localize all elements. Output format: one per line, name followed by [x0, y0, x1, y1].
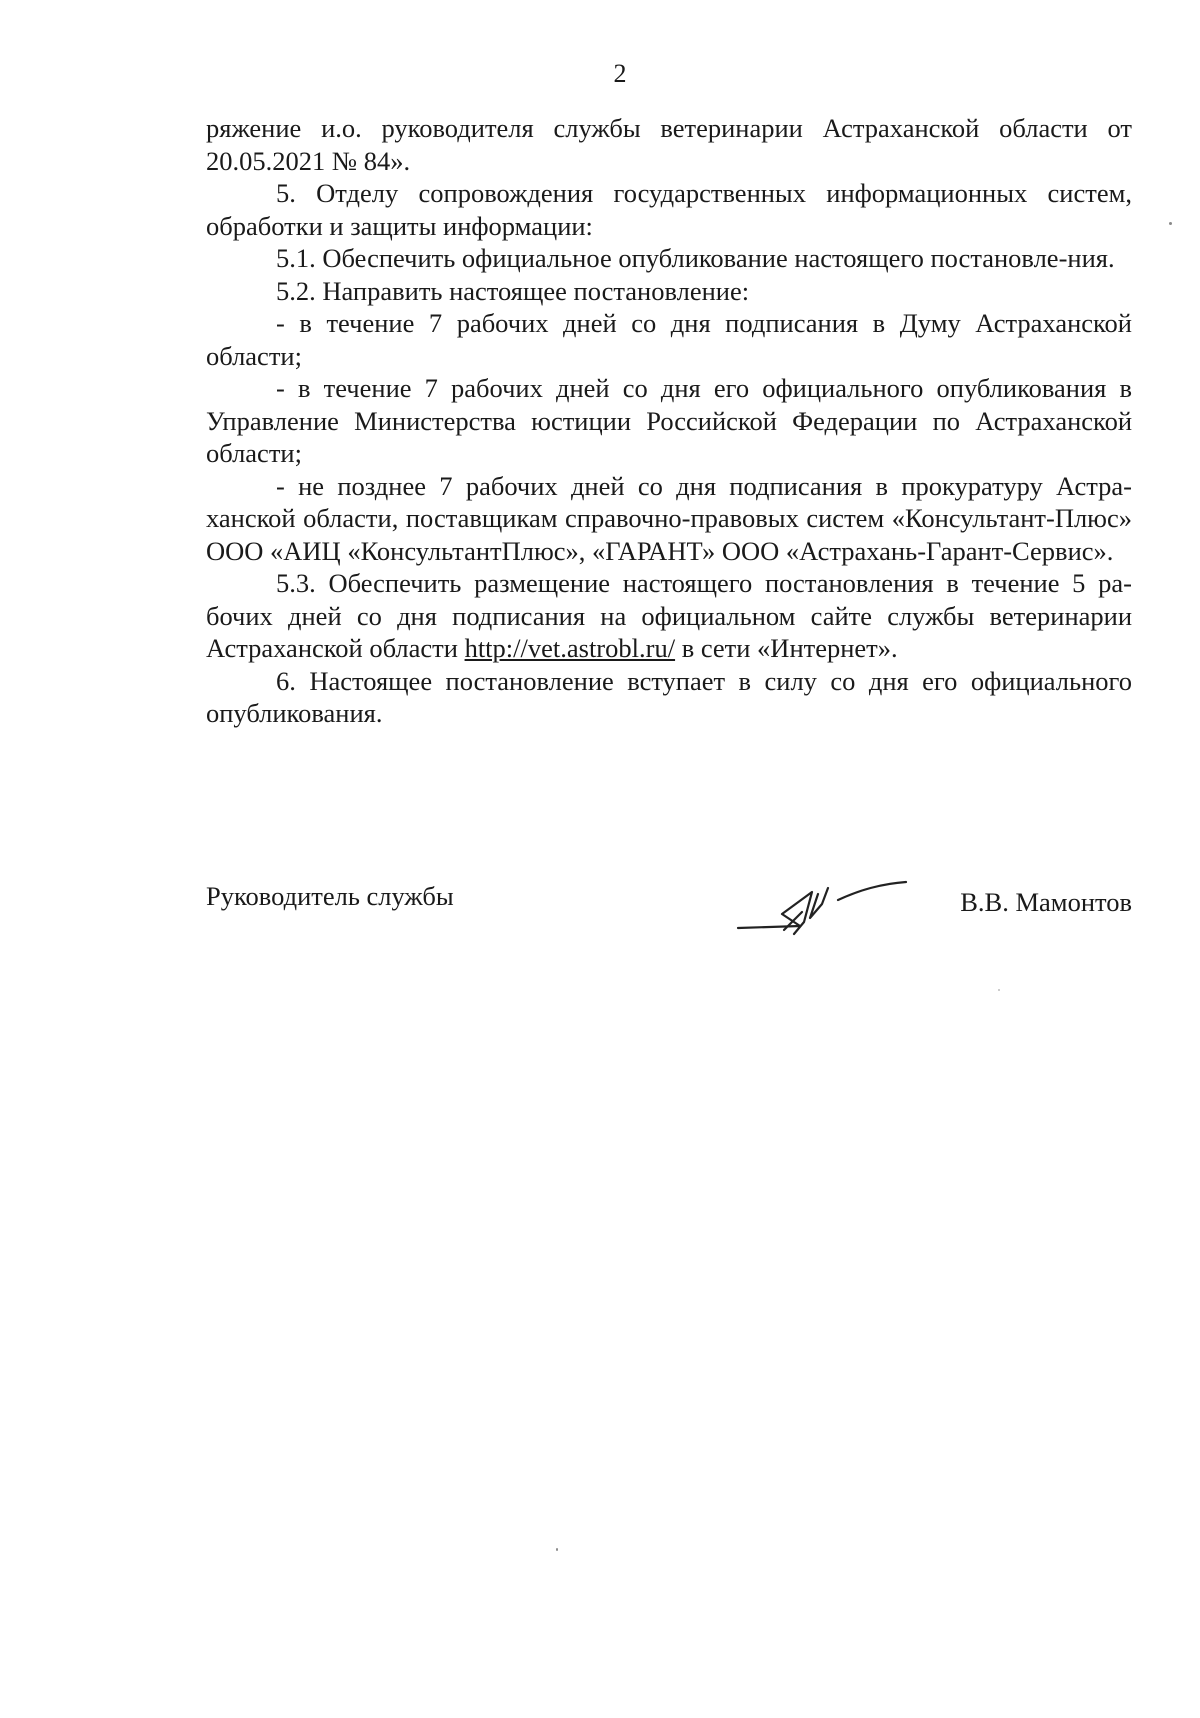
page-number: 2 — [613, 59, 627, 88]
paragraph-item-6: 6. Настоящее постановление вступает в силу со дня его официального опубликования. — [206, 665, 1132, 728]
paragraph-dash-prosecutor: - не позднее 7 рабочих дней со дня подписания в прокуратуру Астра-ханской области, поставщикам справочно-правовых систем «Консультант-Плюс» ООО «АИЦ «КонсультантПлюс», «ГАРАНТ» ООО «Астрахань-Гарант-Сервис». — [206, 470, 1132, 566]
paragraph-dash-ministry: - в течение 7 рабочих дней со дня его официального опубликования в Управление Министерства юстиции Российской Федерации по Астраханской области; — [206, 373, 1132, 468]
paragraph-item-5-3-text-after: в сети «Интернет». — [675, 633, 898, 663]
scan-speck — [1169, 222, 1172, 225]
paragraph-dash-duma: - в течение 7 рабочих дней со дня подписания в Думу Астраханской области; — [206, 308, 1132, 371]
paragraph-item-5: 5. Отделу сопровождения государственных информационных систем, обработки и защиты информации: — [206, 178, 1132, 241]
paragraph-continuation: ряжение и.о. руководителя службы ветеринарии Астраханской области от 20.05.2021 № 84». — [206, 113, 1132, 176]
signer-name: В.В. Мамонтов — [960, 887, 1132, 917]
paragraph-item-5-1: 5.1. Обеспечить официальное опубликование настоящего постановле-ния. — [276, 243, 1115, 273]
handwritten-signature — [730, 874, 910, 954]
signer-position: Руководитель службы — [206, 881, 454, 911]
signature-block — [206, 880, 1132, 940]
website-link[interactable]: http://vet.astrobl.ru/ — [464, 633, 676, 663]
paragraph-item-5-3-text-before: 5.3. Обеспечить размещение настоящего постановления в течение 5 ра-бочих дней со дня подписания на официальном сайте службы ветеринарии Астраханской области — [206, 568, 1132, 663]
paragraph-item-5-3 — [206, 567, 1132, 665]
document-body — [206, 112, 1132, 730]
scan-speck — [998, 989, 1000, 991]
paragraph-item-5-2: 5.2. Направить настоящее постановление: — [276, 275, 750, 306]
scan-speck — [556, 1548, 558, 1551]
